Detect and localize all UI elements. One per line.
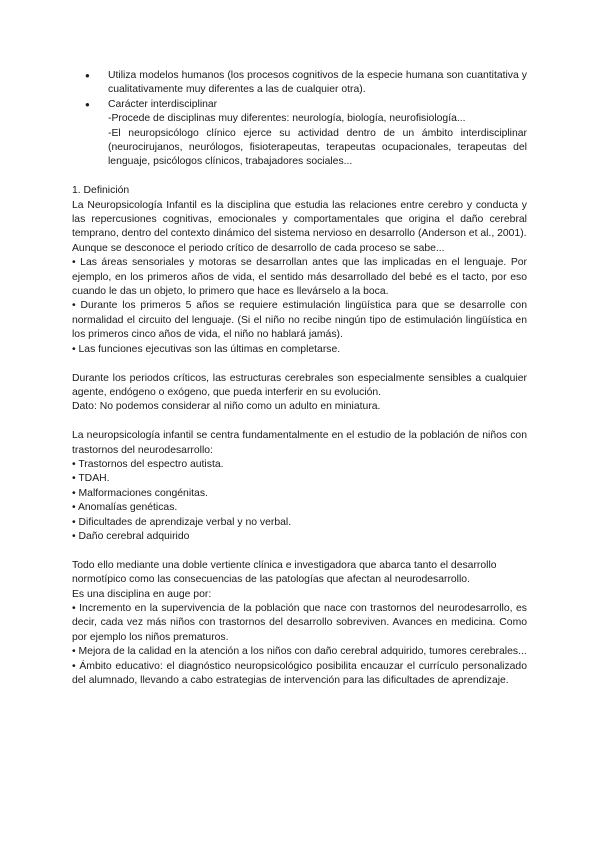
growth-intro: Todo ello mediante una doble vertiente clínica e investigadora que abarca tanto el desarrollo normotípico como las consecuencias de las patologías que afectan al neurodesarrollo.: [72, 559, 497, 586]
list-item: • Dificultades de aprendizaje verbal y no verbal.: [72, 516, 292, 528]
population-intro: La neuropsicología infantil se centra fundamentalmente en el estudio de la población de niños con trastornos del neurodesarrollo:: [72, 430, 527, 456]
list-item: • Incremento en la supervivencia de la población que nace con trastornos del neurodesarrollo, es decir, cada vez más niños con trastornos del desarrollo sobreviven. Avances en medicina. Como por ejemplo los niños prematuros.: [72, 602, 527, 643]
list-item: • Mejora de la calidad en la atención a los niños con daño cerebral adquirido, tumores cerebrales...: [72, 646, 527, 658]
critical-periods-paragraph: Durante los periodos críticos, las estructuras cerebrales son especialmente sensibles a cualquier agente, endógeno o exógeno, que pueda interferir en su evolución.: [72, 372, 527, 398]
list-item: • TDAH.: [72, 473, 110, 485]
list-item: • Durante los primeros 5 años se requiere estimulación lingüística para que se desarrolle con normalidad el circuito del lenguaje. (Si el niño no recibe ningún tipo de estimulación lingüística en los primeros cinco años de vida, el niño no hablará jamás).: [72, 300, 527, 341]
list-item: • Las funciones ejecutivas son las últimas en completarse.: [72, 343, 341, 355]
growth-lead: Es una disciplina en auge por:: [72, 588, 212, 600]
list-item: • Trastornos del espectro autista.: [72, 458, 224, 470]
page-content: [72, 69, 527, 688]
list-item: • Malformaciones congénitas.: [72, 487, 208, 499]
bullet-text: Carácter interdisciplinar: [108, 98, 218, 110]
list-item: • Ámbito educativo: el diagnóstico neuropsicológico posibilita encauzar el currículo personalizado del alumnado, llevando a cabo estrategias de intervención para las dificultades de aprendizaje.: [72, 660, 527, 686]
critical-intro: Aunque se desconoce el periodo crítico de desarrollo de cada proceso se sabe...: [72, 242, 445, 254]
list-item: [72, 69, 527, 98]
list-item: [72, 98, 527, 112]
list-item: • Las áreas sensoriales y motoras se desarrollan antes que las implicadas en el lenguaje. Por ejemplo, en los primeros años de vida, el sentido más desarrollado del bebé es el tacto, por eso cuando le das un objeto, lo primero que hace es llevárselo a la boca.: [72, 257, 527, 298]
list-item: • Daño cerebral adquirido: [72, 530, 190, 542]
sub-point: -El neuropsicólogo clínico ejerce su actividad dentro de un ámbito interdisciplinar (neurocirujanos, neurólogos, fisioterapeutas, terapeutas ocupacionales, terapeutas del lenguaje, psicólogos clínicos, trabajadores sociales...: [108, 127, 527, 168]
list-item: • Anomalías genéticas.: [72, 502, 178, 514]
bullet-text: Utiliza modelos humanos (los procesos cognitivos de la especie humana son cuantitativa y cualitativamente muy diferentes a las de cualquier otra).: [108, 70, 527, 96]
dato-line: Dato: No podemos considerar al niño como un adulto en miniatura.: [72, 401, 381, 413]
intro-bullet-list: [72, 69, 527, 112]
section-heading: 1. Definición: [72, 185, 130, 197]
definition-paragraph: La Neuropsicología Infantil es la disciplina que estudia las relaciones entre cerebro y conducta y las repercusiones cognitivas, emocionales y comportamentales que origina el daño cerebral temprano, dentro del contexto dinámico del sistema nervioso en desarrollo (Anderson et al., 2001).: [72, 199, 527, 240]
sub-point: -Procede de disciplinas muy diferentes: neurología, biología, neurofisiología...: [108, 113, 466, 125]
